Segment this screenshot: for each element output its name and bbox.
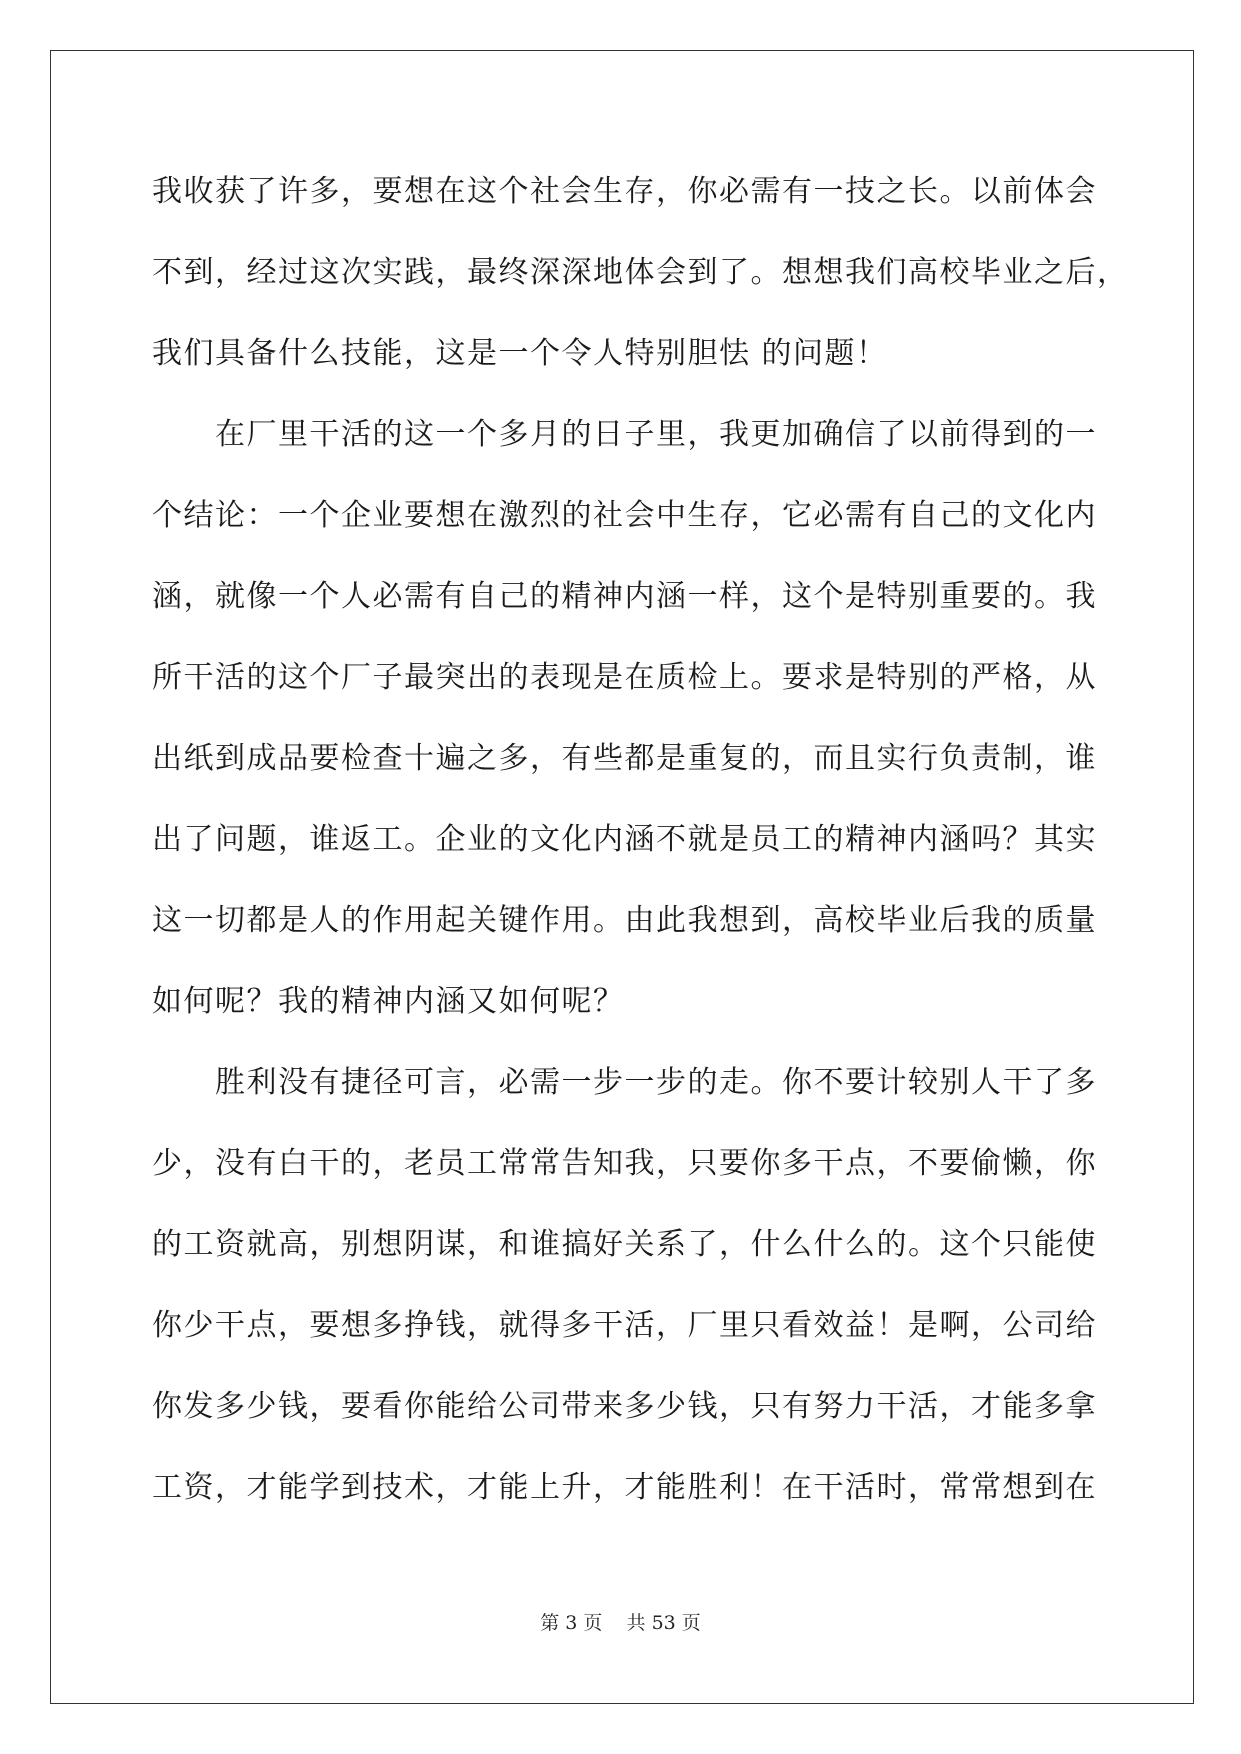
text-line-13: 少，没有白干的，老员工常常告知我，只要你多干点，不要偷懒，你 <box>152 1146 1097 1181</box>
text-line-6: 涵，就像一个人必需有自己的精神内涵一样，这个是特别重要的。我 <box>152 579 1097 614</box>
text-line-2: 不到，经过这次实践，最终深深地体会到了。想想我们高校毕业之后， <box>152 255 1129 290</box>
text-line-11: 如何呢？我的精神内涵又如何呢？ <box>152 984 625 1019</box>
text-line-4: 在厂里干活的这一个多月的日子里，我更加确信了以前得到的一 <box>152 417 1097 452</box>
document-body <box>152 162 1129 1539</box>
text-line-17: 工资，才能学到技术，才能上升，才能胜利！在干活时，常常想到在 <box>152 1470 1097 1505</box>
text-line-1: 我收获了许多，要想在这个社会生存，你必需有一技之长。以前体会 <box>152 174 1097 209</box>
page-number-label: 第 3 页 共 53 页 <box>540 1612 701 1634</box>
page-footer <box>0 1608 1241 1635</box>
text-line-14: 的工资就高，别想阴谋，和谁搞好关系了，什么什么的。这个只能使 <box>152 1227 1097 1262</box>
text-line-10: 这一切都是人的作用起关键作用。由此我想到，高校毕业后我的质量 <box>152 903 1097 938</box>
text-line-3: 我们具备什么技能，这是一个令人特别胆怯 的问题！ <box>152 336 888 371</box>
text-line-15: 你少干点，要想多挣钱，就得多干活，厂里只看效益！是啊，公司给 <box>152 1308 1097 1343</box>
text-line-9: 出了问题，谁返工。企业的文化内涵不就是员工的精神内涵吗？其实 <box>152 822 1097 857</box>
text-line-5: 个结论：一个企业要想在激烈的社会中生存，它必需有自己的文化内 <box>152 498 1097 533</box>
text-line-16: 你发多少钱，要看你能给公司带来多少钱，只有努力干活，才能多拿 <box>152 1389 1097 1424</box>
text-line-8: 出纸到成品要检查十遍之多，有些都是重复的，而且实行负责制，谁 <box>152 741 1097 776</box>
text-line-12: 胜利没有捷径可言，必需一步一步的走。你不要计较别人干了多 <box>152 1065 1097 1100</box>
text-line-7: 所干活的这个厂子最突出的表现是在质检上。要求是特别的严格，从 <box>152 660 1097 695</box>
